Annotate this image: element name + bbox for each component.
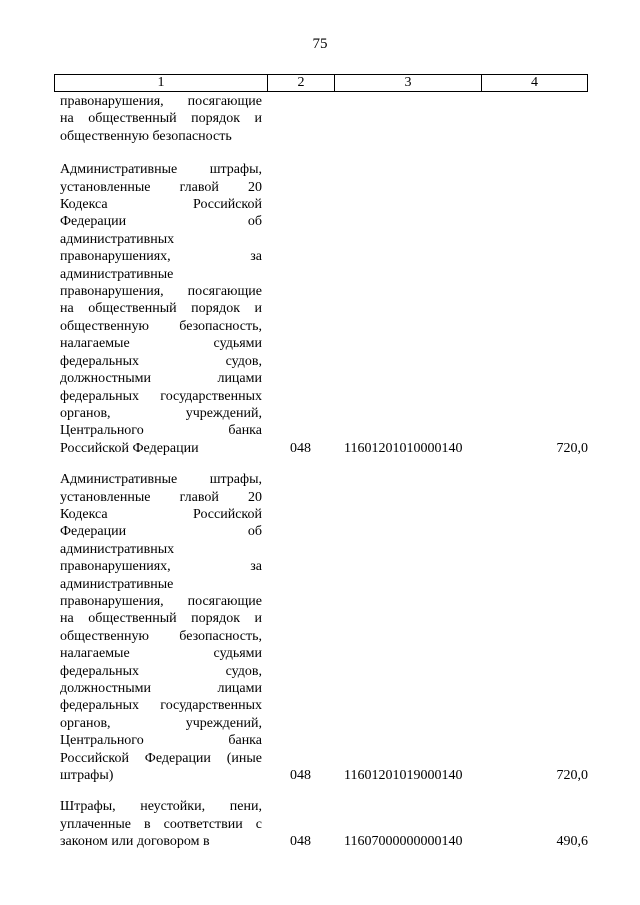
table-row [60, 161, 588, 457]
row-amount: 720,0 [556, 768, 588, 784]
description-line: Кодекса Российской [60, 197, 262, 213]
description-line: правонарушения, посягающие [60, 284, 262, 300]
row-kbk: 11607000000000140 [344, 834, 463, 850]
table-body [60, 93, 588, 865]
row-kbk: 11601201010000140 [344, 440, 463, 456]
column-4-header: 4 [482, 75, 588, 92]
description-line: на общественный порядок и [60, 301, 262, 317]
description-line: административные [60, 266, 174, 282]
description-line: общественную безопасность, [60, 318, 262, 334]
column-1-header: 1 [55, 75, 268, 92]
description-line: штрафы) [60, 768, 114, 784]
table-row [60, 93, 588, 145]
description-line: налагаемые судьями [60, 646, 262, 662]
description-line: Административные штрафы, [60, 162, 262, 178]
description-line: налагаемые судьями [60, 336, 262, 352]
description-line: федеральных государственных [60, 698, 262, 714]
row-description [60, 93, 262, 145]
description-line: федеральных судов, [60, 663, 262, 679]
description-line: установленные главой 20 [60, 179, 262, 195]
description-line: правонарушениях, за [60, 559, 262, 575]
description-line: общественную безопасность, [60, 628, 262, 644]
description-line: Кодекса Российской [60, 506, 262, 522]
column-2-header: 2 [268, 75, 335, 92]
column-3-header: 3 [335, 75, 482, 92]
row-description [60, 161, 262, 457]
description-line: федеральных судов, [60, 353, 262, 369]
description-line: должностными лицами [60, 681, 262, 696]
row-code: 048 [290, 834, 311, 850]
description-line: административные [60, 576, 174, 592]
description-line: на общественный порядок и [60, 111, 262, 127]
description-line: должностными лицами [60, 371, 262, 387]
description-line: установленные главой 20 [60, 489, 262, 505]
description-line: на общественный порядок и [60, 611, 262, 627]
description-line: общественную безопасность [60, 128, 232, 144]
description-line: правонарушения, посягающие [60, 593, 262, 609]
description-line: Российской Федерации [60, 440, 199, 456]
table-header-row [55, 75, 588, 92]
table-header [54, 74, 588, 92]
description-line: Российской Федерации (иные [60, 750, 262, 766]
page-number: 75 [312, 36, 328, 52]
row-kbk: 11601201019000140 [344, 768, 463, 784]
row-amount: 490,6 [556, 834, 588, 850]
description-line: Административные штрафы, [60, 472, 262, 488]
description-line: Центрального банка [60, 733, 262, 749]
row-code: 048 [290, 440, 311, 456]
description-line: Штрафы, неустойки, пени, [60, 799, 262, 815]
row-description [60, 471, 262, 784]
description-line: правонарушениях, за [60, 249, 262, 265]
description-line: законом или договором в [60, 834, 210, 850]
description-line: федеральных государственных [60, 388, 262, 404]
description-line: правонарушения, посягающие [60, 94, 262, 109]
description-line: органов, учреждений, [60, 715, 262, 731]
description-line: уплаченные в соответствии с [60, 816, 262, 832]
description-line: Центрального банка [60, 423, 262, 439]
description-line: Федерации об [60, 214, 262, 230]
row-description [60, 798, 262, 850]
description-line: административных [60, 231, 175, 247]
table-row [60, 798, 588, 850]
row-code: 048 [290, 768, 311, 784]
row-amount: 720,0 [556, 440, 588, 456]
table-row [60, 471, 588, 784]
description-line: административных [60, 541, 175, 557]
description-line: Федерации об [60, 524, 262, 540]
description-line: органов, учреждений, [60, 405, 262, 421]
